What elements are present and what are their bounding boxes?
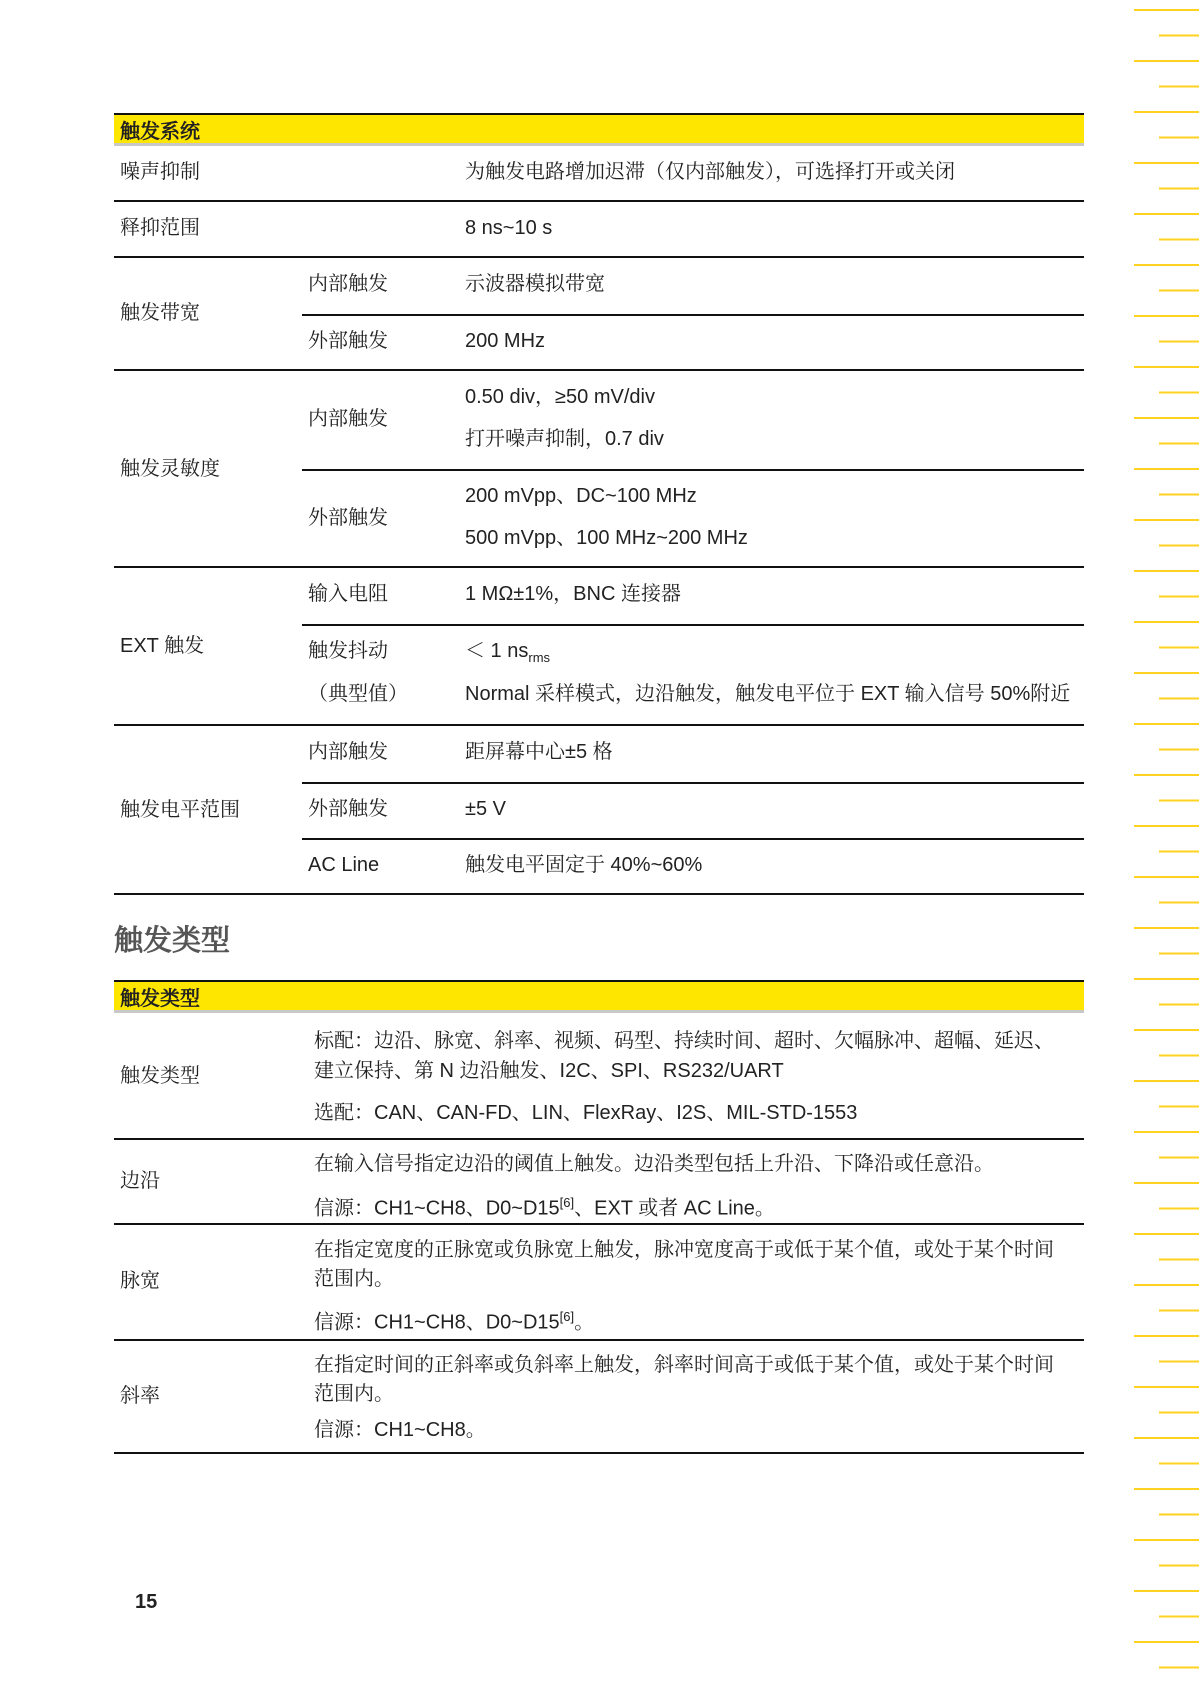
sub-value: 500 mVpp、100 MHz~200 MHz [465, 527, 748, 549]
row-label: 触发类型 [120, 1065, 200, 1087]
row-value: 在指定时间的正斜率或负斜率上触发，斜率时间高于或低于某个值，或处于某个时间 [314, 1354, 1054, 1376]
table-row [114, 258, 1084, 371]
footnote-ref: [6] [559, 1195, 575, 1210]
sub-label: 内部触发 [308, 408, 388, 430]
row-value: 信源：CH1~CH8。 [314, 1419, 486, 1441]
row-label: 脉宽 [120, 1270, 160, 1292]
table-row [114, 1225, 1084, 1341]
row-value: 范围内。 [314, 1268, 394, 1290]
row-label: 触发电平范围 [120, 799, 240, 821]
sub-value: ±5 V [465, 798, 506, 820]
decorative-stripes [1119, 0, 1199, 1696]
sub-label: 内部触发 [308, 741, 388, 763]
row-label: 触发带宽 [120, 302, 200, 324]
row-value [314, 1189, 775, 1223]
row-label: 边沿 [120, 1170, 160, 1192]
sub-label: 外部触发 [308, 507, 388, 529]
sub-value: 200 MHz [465, 330, 546, 352]
source-text: 信源：CH1~CH8、D0~D15 [314, 1311, 560, 1334]
sub-value [465, 637, 550, 672]
row-value [314, 1303, 594, 1337]
table-header: 触发系统 [114, 113, 1084, 146]
row-value: 在输入信号指定边沿的阈值上触发。边沿类型包括上升沿、下降沿或任意沿。 [314, 1153, 994, 1175]
sub-label: 外部触发 [308, 330, 388, 352]
sub-value: 打开噪声抑制，0.7 div [465, 428, 664, 450]
sub-label: AC Line [308, 854, 380, 876]
sub-value: 触发电平固定于 40%~60% [465, 854, 703, 876]
row-label: 触发灵敏度 [120, 458, 220, 480]
jitter-subscript: rms [528, 650, 551, 665]
sub-value: 200 mVpp、DC~100 MHz [465, 485, 697, 507]
row-value: 8 ns~10 s [465, 217, 553, 239]
table-row [114, 1341, 1084, 1454]
source-text: 。 [574, 1311, 595, 1334]
row-value: 选配：CAN、CAN-FD、LIN、FlexRay、I2S、MIL-STD-1553 [314, 1102, 858, 1124]
row-value: 为触发电路增加迟滞（仅内部触发），可选择打开或关闭 [465, 161, 955, 183]
sub-row [302, 258, 1084, 316]
sub-label: 输入电阻 [308, 583, 388, 605]
row-value: 标配：边沿、脉宽、斜率、视频、码型、持续时间、超时、欠幅脉冲、超幅、延迟、 [314, 1030, 1054, 1052]
sub-label: 触发抖动 [308, 640, 388, 662]
sub-label: 内部触发 [308, 273, 388, 295]
sub-value: Normal 采样模式，边沿触发，触发电平位于 EXT 输入信号 50%附近 [465, 683, 1071, 705]
row-label: 斜率 [120, 1385, 160, 1407]
trigger-type-table [114, 980, 1084, 1454]
table-row [114, 568, 1084, 726]
table-row [114, 726, 1084, 895]
row-label: EXT 触发 [120, 635, 205, 657]
section-title: 触发类型 [114, 925, 231, 957]
table-row [114, 146, 1084, 202]
sub-row [302, 782, 1084, 840]
row-label: 释抑范围 [120, 217, 200, 239]
sub-value: 0.50 div，≥50 mV/div [465, 386, 655, 408]
table-header: 触发类型 [114, 980, 1084, 1013]
sub-label: （典型值） [308, 683, 408, 705]
table-row [114, 1140, 1084, 1225]
row-value: 范围内。 [314, 1383, 394, 1405]
jitter-value: ＜ 1 ns [465, 640, 529, 662]
row-label: 噪声抑制 [120, 161, 200, 183]
row-value: 建立保持、第 N 边沿触发、I2C、SPI、RS232/UART [314, 1060, 784, 1082]
sub-value: 1 MΩ±1%，BNC 连接器 [465, 583, 681, 605]
footnote-ref: [6] [559, 1309, 575, 1324]
row-value: 在指定宽度的正脉宽或负脉宽上触发，脉冲宽度高于或低于某个值，或处于某个时间 [314, 1239, 1054, 1261]
page-number: 15 [135, 1591, 158, 1613]
table-row [114, 1013, 1084, 1140]
sub-row [302, 371, 1084, 471]
sub-label: 外部触发 [308, 798, 388, 820]
sub-value: 示波器模拟带宽 [465, 273, 605, 295]
sub-value: 距屏幕中心±5 格 [465, 741, 613, 763]
trigger-system-table [114, 113, 1084, 895]
table-row [114, 202, 1084, 258]
table-row [114, 371, 1084, 568]
sub-row [302, 726, 1084, 784]
source-text: 信源：CH1~CH8、D0~D15 [314, 1197, 560, 1220]
source-text: 、EXT 或者 AC Line。 [574, 1197, 775, 1220]
sub-row [302, 568, 1084, 626]
